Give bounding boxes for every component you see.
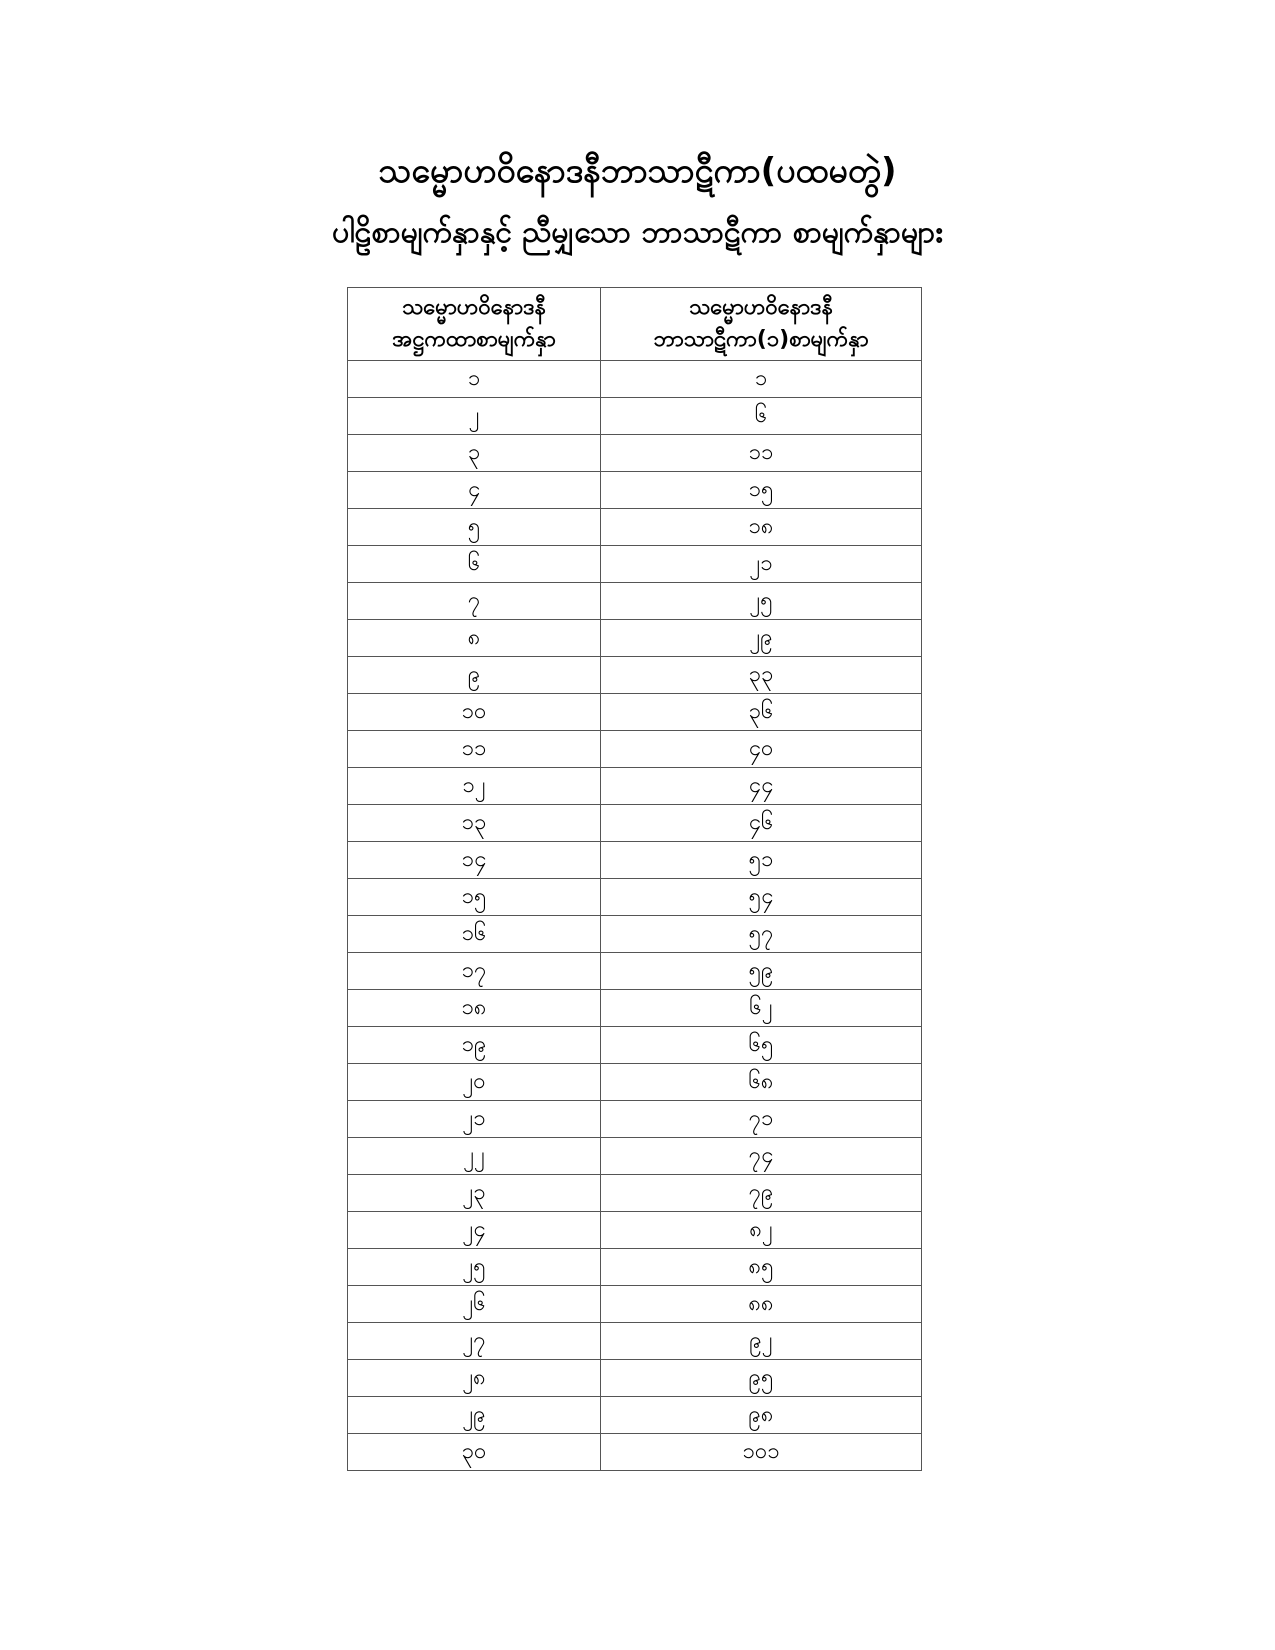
tika-page-cell: ၁၈ [601, 509, 922, 546]
atthakatha-page-cell: ၉ [348, 657, 601, 694]
table-row [348, 953, 922, 990]
tika-page-cell: ၅၁ [601, 842, 922, 879]
atthakatha-page-cell: ၁၁ [348, 731, 601, 768]
table-body [348, 361, 922, 1471]
atthakatha-page-cell: ၆ [348, 546, 601, 583]
table-row [348, 1064, 922, 1101]
atthakatha-page-cell: ၂၀ [348, 1064, 601, 1101]
tika-page-cell: ၉၈ [601, 1397, 922, 1434]
table-row [348, 1101, 922, 1138]
atthakatha-page-cell: ၈ [348, 620, 601, 657]
atthakatha-page-cell: ၂၁ [348, 1101, 601, 1138]
table-row [348, 361, 922, 398]
atthakatha-page-cell: ၂၇ [348, 1323, 601, 1360]
tika-page-cell: ၅၉ [601, 953, 922, 990]
atthakatha-page-cell: ၂၄ [348, 1212, 601, 1249]
document-title: သမ္မောဟဝိနောဒနီဘာသာဋီကာ(ပထမတွဲ) [378, 151, 897, 191]
document-subtitle: ပါဠိစာမျက်နှာနှင့် ညီမျှသော ဘာသာဋီကာ စာမျက်နှာများ [332, 215, 943, 250]
table-row [348, 583, 922, 620]
table-row [348, 472, 922, 509]
table-row [348, 509, 922, 546]
atthakatha-page-cell: ၁၃ [348, 805, 601, 842]
atthakatha-page-cell: ၂၃ [348, 1175, 601, 1212]
table-row [348, 398, 922, 435]
header-line: သမ္မောဟဝိနောဒနီ [689, 295, 833, 320]
tika-page-cell: ၇၉ [601, 1175, 922, 1212]
table-row [348, 1027, 922, 1064]
tika-page-cell: ၆၂ [601, 990, 922, 1027]
atthakatha-page-cell: ၁၅ [348, 879, 601, 916]
table-row [348, 657, 922, 694]
atthakatha-page-cell: ၁၆ [348, 916, 601, 953]
tika-page-cell: ၉၂ [601, 1323, 922, 1360]
atthakatha-page-cell: ၂၅ [348, 1249, 601, 1286]
atthakatha-page-cell: ၂၂ [348, 1138, 601, 1175]
atthakatha-page-cell: ၂၈ [348, 1360, 601, 1397]
atthakatha-page-cell: ၃ [348, 435, 601, 472]
table-row [348, 1286, 922, 1323]
atthakatha-page-cell: ၂၆ [348, 1286, 601, 1323]
atthakatha-page-cell: ၇ [348, 583, 601, 620]
tika-page-cell: ၃၆ [601, 694, 922, 731]
page-correspondence-table [347, 287, 922, 1471]
atthakatha-page-cell: ၄ [348, 472, 601, 509]
tika-page-cell: ၄၀ [601, 731, 922, 768]
tika-page-cell: ၆ [601, 398, 922, 435]
table-row [348, 1249, 922, 1286]
tika-page-cell: ၉၅ [601, 1360, 922, 1397]
atthakatha-page-cell: ၁၈ [348, 990, 601, 1027]
table-row [348, 435, 922, 472]
table-row [348, 546, 922, 583]
atthakatha-page-cell: ၃၀ [348, 1434, 601, 1471]
atthakatha-page-cell: ၂၉ [348, 1397, 601, 1434]
tika-page-cell: ၁၁ [601, 435, 922, 472]
tika-page-cell: ၆၅ [601, 1027, 922, 1064]
tika-page-cell: ၈၅ [601, 1249, 922, 1286]
atthakatha-page-cell: ၁၀ [348, 694, 601, 731]
table-row [348, 694, 922, 731]
table-row [348, 768, 922, 805]
tika-page-cell: ၁ [601, 361, 922, 398]
header-tika-page [601, 288, 922, 361]
table-row [348, 879, 922, 916]
header-line: သမ္မောဟဝိနောဒနီ [402, 295, 546, 320]
tika-page-cell: ၅၄ [601, 879, 922, 916]
header-line: အဋ္ဌကထာစာမျက်နှာ [392, 327, 556, 352]
atthakatha-page-cell: ၂ [348, 398, 601, 435]
table-row [348, 1397, 922, 1434]
atthakatha-page-cell: ၁၉ [348, 1027, 601, 1064]
atthakatha-page-cell: ၁ [348, 361, 601, 398]
tika-page-cell: ၁၀၁ [601, 1434, 922, 1471]
table-row [348, 1434, 922, 1471]
table-row [348, 805, 922, 842]
table-row [348, 842, 922, 879]
table-row [348, 990, 922, 1027]
tika-page-cell: ၂၅ [601, 583, 922, 620]
tika-page-cell: ၁၅ [601, 472, 922, 509]
table-row [348, 731, 922, 768]
tika-page-cell: ၂၉ [601, 620, 922, 657]
table-row [348, 620, 922, 657]
tika-page-cell: ၆၈ [601, 1064, 922, 1101]
table-row [348, 1360, 922, 1397]
tika-page-cell: ၄၄ [601, 768, 922, 805]
table-row [348, 1138, 922, 1175]
tika-page-cell: ၄၆ [601, 805, 922, 842]
tika-page-cell: ၅၇ [601, 916, 922, 953]
tika-page-cell: ၇၁ [601, 1101, 922, 1138]
tika-page-cell: ၇၄ [601, 1138, 922, 1175]
atthakatha-page-cell: ၁၂ [348, 768, 601, 805]
table-row [348, 1323, 922, 1360]
tika-page-cell: ၈၈ [601, 1286, 922, 1323]
header-line: ဘာသာဋီကာ(၁)စာမျက်နှာ [653, 327, 869, 352]
table-row [348, 1175, 922, 1212]
tika-page-cell: ၃၃ [601, 657, 922, 694]
atthakatha-page-cell: ၅ [348, 509, 601, 546]
tika-page-cell: ၈၂ [601, 1212, 922, 1249]
atthakatha-page-cell: ၁၄ [348, 842, 601, 879]
header-atthakatha-page [348, 288, 601, 361]
table-row [348, 1212, 922, 1249]
atthakatha-page-cell: ၁၇ [348, 953, 601, 990]
table-header-row [348, 288, 922, 361]
table-row [348, 916, 922, 953]
tika-page-cell: ၂၁ [601, 546, 922, 583]
